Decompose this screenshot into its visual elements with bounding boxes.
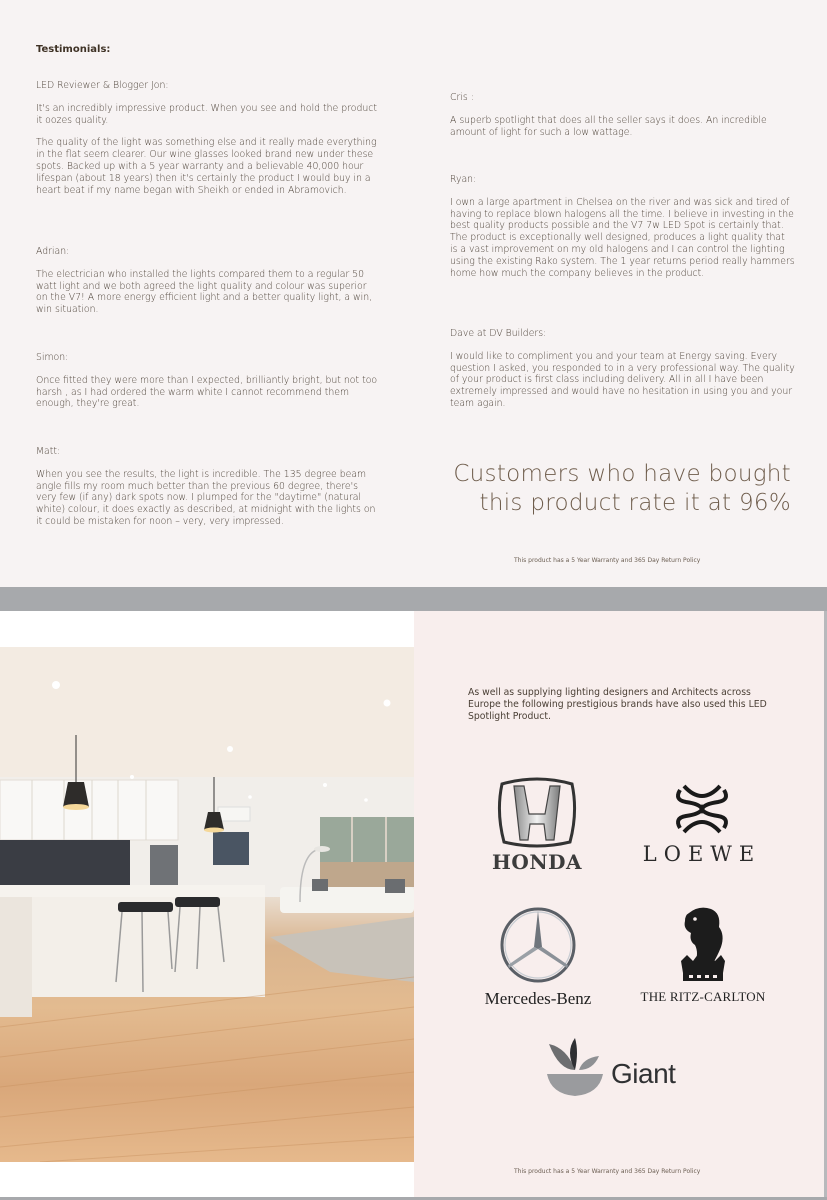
giant-leaf-bowl-icon: [545, 1036, 605, 1098]
testimonial-author: Ryan:: [450, 174, 477, 185]
testimonial-text: The electrician who installed the lights compared them to a regular 50 watt light and we both agreed the light quality and colour was superior on the V7! A more energy efficient light and a better quality light, a win, win situation.: [36, 268, 373, 316]
kitchen-illustration: [0, 647, 414, 1162]
testimonial-text: The quality of the light was something else and it really made everything in the flat seem clearer. Our wine glasses looked brand new under these spots. Backed up with a 5 year warranty and a believable 40,000 hour lifespan (about 18 years) then it's certainly the product I would buy in a heart beat if my name began with Sheikh or ended in Abramovich.: [36, 137, 377, 196]
honda-h-icon: [496, 776, 578, 848]
giant-wordmark: Giant: [611, 1058, 676, 1089]
mercedes-wordmark: Mercedes-Benz: [484, 989, 592, 1008]
testimonial-text: I own a large apartment in Chelsea on the river and was sick and tired of having to replace blown halogens all the time. I believe in investing in the best quality products possible and the V7 7w LED Spot is certainly that. The product is exceptionally well designed, produces a light quality that is a vast improvement on my old halogens and I can control the lighting using the existing Rako system. The 1 year returns period really hammers home how much the company believes in the product.: [450, 196, 795, 279]
testimonial-cris: [450, 92, 795, 149]
kitchen-photo: [0, 647, 414, 1162]
testimonial-simon: [36, 352, 381, 421]
loewe-logo: [638, 780, 766, 866]
page-heading: Testimonials:: [36, 44, 111, 55]
honda-wordmark: HONDA: [492, 850, 582, 874]
rating-line-1: Customers who have bought: [453, 461, 791, 487]
testimonial-author: Matt:: [36, 446, 61, 457]
testimonial-author: Simon:: [36, 352, 69, 363]
giant-logo: [545, 1036, 695, 1098]
ritz-carlton-wordmark: THE RITZ-CARLTON: [640, 989, 766, 1004]
ritz-carlton-logo: [636, 905, 770, 1005]
ritz-lion-crown-icon: [675, 905, 731, 985]
testimonial-adrian: [36, 246, 381, 327]
testimonial-text: A superb spotlight that does all the seller says it does. An incredible amount of light for such a low wattage.: [450, 114, 767, 138]
customer-rating-statement: [431, 460, 791, 518]
page-divider: [0, 587, 827, 611]
testimonial-author: LED Reviewer & Blogger Jon:: [36, 80, 169, 91]
testimonial-jon: [36, 80, 381, 207]
testimonial-text: Once fitted they were more than I expected, brilliantly bright, but not too harsh , as I had ordered the warm white I cannot recommend them enough, they're great.: [36, 374, 378, 410]
honda-logo: [478, 776, 596, 874]
testimonial-ryan: [450, 174, 795, 290]
testimonial-text: It's an incredibly impressive product. When you see and hold the product it oozes quality.: [36, 102, 377, 126]
loewe-anagram-icon: [672, 780, 732, 838]
mercedes-star-icon: [498, 905, 578, 985]
loewe-wordmark: LOEWE: [642, 842, 762, 866]
testimonial-author: Adrian:: [36, 246, 70, 257]
testimonial-text: When you see the results, the light is incredible. The 135 degree beam angle fills my room much better than the previous 60 degree, there's very few (if any) dark spots now. I plumped for the "daytime" (natural white) colour, it does exactly as described, at midnight with the lights on it could be mistaken for noon – very, very impressed.: [36, 468, 376, 527]
testimonial-author: Dave at DV Builders:: [450, 328, 547, 339]
testimonial-matt: [36, 446, 381, 539]
testimonial-text: I would like to compliment you and your team at Energy saving. Every question I asked, you responded to in a very professional way. The quality of your product is first class including delivery. All in all I have been extremely impressed and would have no hesitation in using you and your team again.: [450, 350, 795, 409]
rating-line-2: this product rate it at 96%: [479, 490, 791, 516]
warranty-note: This product has a 5 Year Warranty and 365 Day Return Policy: [514, 557, 701, 564]
warranty-note-bottom: This product has a 5 Year Warranty and 365 Day Return Policy: [514, 1168, 701, 1175]
testimonial-author: Cris :: [450, 92, 474, 103]
testimonial-dave: [450, 328, 795, 421]
brands-intro-text: As well as supplying lighting designers and Architects across Europe the following prestigious brands have also used this LED Spotlight Product.: [468, 687, 767, 722]
testimonials-page: [0, 0, 827, 587]
mercedes-benz-logo: [478, 905, 598, 1009]
